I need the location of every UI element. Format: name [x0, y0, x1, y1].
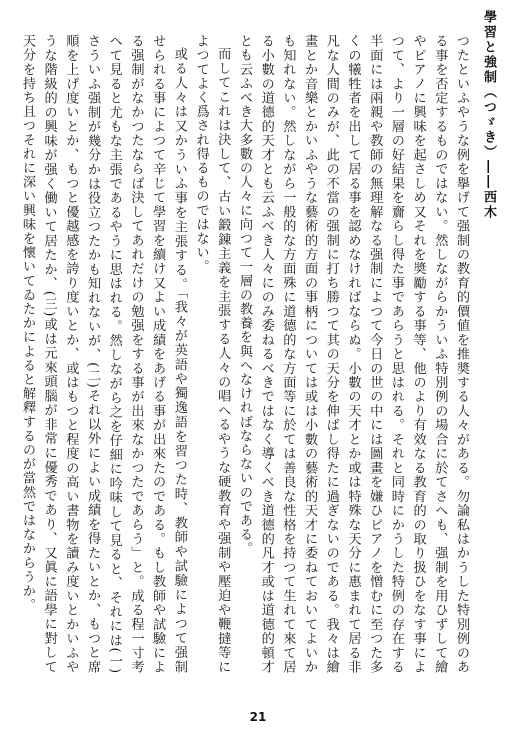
- running-header: 學習と強制（つゞき）――西木: [481, 10, 496, 220]
- paragraph: つたといふやうな例を擧げて强制の教育的價値を推奬する人々がある。勿論私はかうした特別例のある事を否定するものではない。然しながらかういふ特別例の場合に於てさへも、强制を用ひずして繪やピアノに興味を起さしめ又それを奬勵する事等、他のより有效なる教育的の取り扱ひをなす事によつて、より一層の好結果を齎らし得た事であらうと思はれる。それと同時にかうした特例の存在する半面には兩親や教師の無理解なる强制によつて今日の世の中には圖畫を嫌ひピアノを憎むに至つた多くの犧牲者を出して居る事を認めなければならぬ。小數の天才とか或は特殊な天分に惠まれて居る非凡な人間のみが、此の不當の强制に打ち勝つて其の天分を伸ばし得たに過ぎないのである。我々は繪畫とか音樂とかいふやうな藝術的方面の事柄については或は小數の藝術的天才に委ねておいてよいかも知れない。然しながら一般的な方面殊に道德的な方面等に於ては善良な性格を持つて生れて來て居る小數の道德的天才とも云ふべき人々にのみ委ねるべきではなく導くべき道德的凡才或は道德的頓才とも云ふべき大多數の人々に向つて一層の教養を與へなければならないのである。: [236, 34, 469, 674]
- paragraph: 或る人々は又かういふ事を主張する。「我々が英語や獨逸語を習つた時、教師や試驗によつて强制せられる事によつて辛じて學習を續け又よい成績をあげる事が出來たのである。もし教師や試驗による强制がなかつたならば決してあれだけの勉强をする事が出來なかつたであらう」と。成る程一寸考へて見ると尤もな主張であるやうに思はれる。然しながら之を仔細に吟味して見ると、それには(一)さういふ强制が幾分かは役立つたかも知れないが、(二)それ以外によい成績を得たいとか、もつと席順を上げ度いとか、もつと優越感を誇り度いとか、或はもつと程度の高い書物を讀み度いとかいふやうな階級的の興味が强く働いて居たか、(三)或は元來頭腦が非常に優秀であり、又眞に語學に對して天分を持ち且つそれに深い興味を懷いてゐたかによると解釋するのが當然ではなからうか。: [19, 34, 187, 674]
- body-text: [16, 34, 472, 674]
- paragraph: 而してこれは決して、古い鍛錬主義を主張する人々の唱へるやうな硬教育や强制や壓迫や鞭撻等によつてよく爲され得るものではない。: [193, 34, 231, 674]
- page-number: 21: [249, 710, 267, 724]
